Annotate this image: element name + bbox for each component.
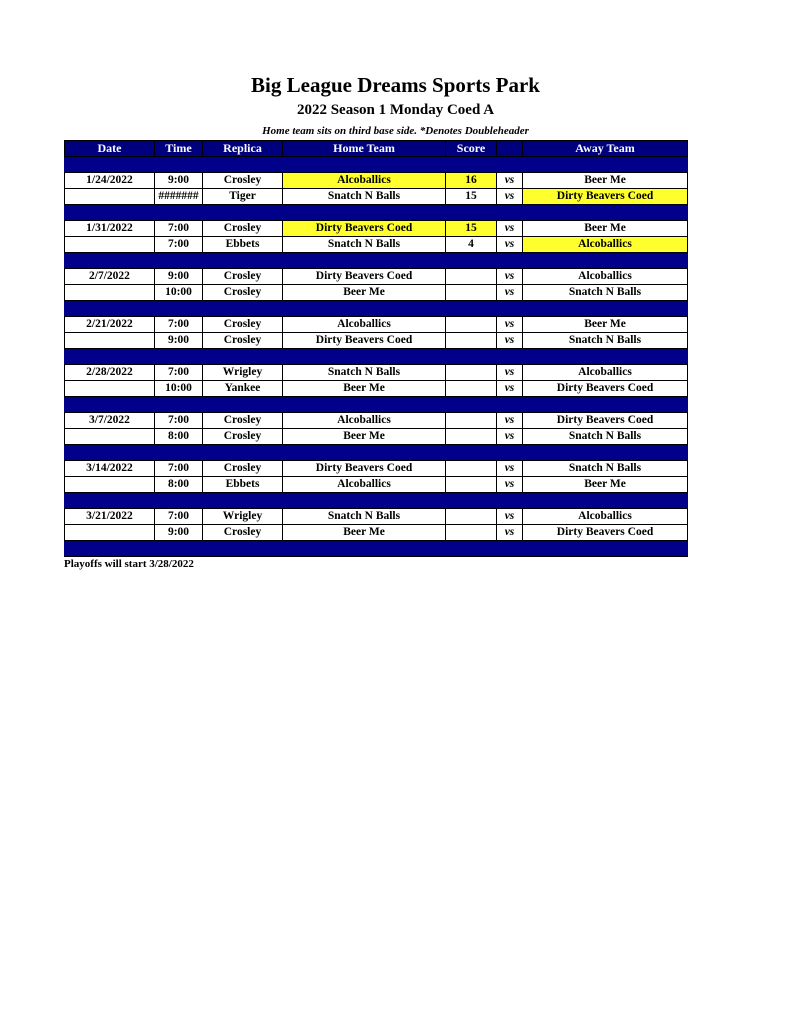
time-cell: 9:00: [155, 269, 203, 285]
away-team-cell: Dirty Beavers Coed: [523, 189, 688, 205]
band-cell: [523, 541, 688, 557]
date-cell: 3/21/2022: [65, 509, 155, 525]
replica-cell: Wrigley: [203, 365, 283, 381]
replica-cell: Tiger: [203, 189, 283, 205]
away-team-cell: Snatch N Balls: [523, 285, 688, 301]
date-cell: 3/7/2022: [65, 413, 155, 429]
band-cell: [65, 541, 155, 557]
band-cell: [283, 253, 446, 269]
band-cell: [497, 157, 523, 173]
band-cell: [523, 301, 688, 317]
band-cell: [203, 493, 283, 509]
time-cell: 8:00: [155, 477, 203, 493]
band-cell: [497, 445, 523, 461]
band-cell: [283, 205, 446, 221]
replica-cell: Ebbets: [203, 237, 283, 253]
date-cell: [65, 333, 155, 349]
band-cell: [203, 253, 283, 269]
home-team-cell: Beer Me: [283, 381, 446, 397]
band-cell: [155, 349, 203, 365]
score-cell: 4: [446, 237, 497, 253]
band-cell: [446, 493, 497, 509]
score-cell: [446, 477, 497, 493]
band-cell: [446, 397, 497, 413]
band-cell: [446, 205, 497, 221]
away-team-cell: Snatch N Balls: [523, 461, 688, 477]
band-cell: [497, 253, 523, 269]
band-cell: [283, 493, 446, 509]
week-separator-band: [65, 445, 688, 461]
vs-cell: vs: [497, 525, 523, 541]
score-cell: [446, 365, 497, 381]
band-cell: [155, 205, 203, 221]
replica-cell: Crosley: [203, 285, 283, 301]
date-cell: 2/7/2022: [65, 269, 155, 285]
time-cell: 9:00: [155, 525, 203, 541]
game-row: [65, 285, 688, 301]
week-separator-band: [65, 301, 688, 317]
band-cell: [497, 397, 523, 413]
band-cell: [65, 445, 155, 461]
time-cell: #######: [155, 189, 203, 205]
vs-cell: vs: [497, 381, 523, 397]
home-team-cell: Snatch N Balls: [283, 365, 446, 381]
band-cell: [203, 157, 283, 173]
vs-cell: vs: [497, 365, 523, 381]
band-cell: [155, 157, 203, 173]
col-vs: [497, 141, 523, 157]
replica-cell: Crosley: [203, 461, 283, 477]
band-cell: [155, 301, 203, 317]
col-away-team: Away Team: [523, 141, 688, 157]
date-cell: 1/24/2022: [65, 173, 155, 189]
time-cell: 10:00: [155, 381, 203, 397]
replica-cell: Crosley: [203, 173, 283, 189]
week-separator-band: [65, 397, 688, 413]
date-cell: [65, 477, 155, 493]
replica-cell: Crosley: [203, 333, 283, 349]
replica-cell: Crosley: [203, 269, 283, 285]
score-cell: [446, 413, 497, 429]
band-cell: [446, 349, 497, 365]
game-row: [65, 381, 688, 397]
home-team-cell: Snatch N Balls: [283, 509, 446, 525]
band-cell: [203, 301, 283, 317]
game-row: [65, 461, 688, 477]
band-cell: [497, 541, 523, 557]
playoffs-note: Playoffs will start 3/28/2022: [64, 558, 194, 570]
header-row: [65, 141, 688, 157]
band-cell: [155, 253, 203, 269]
vs-cell: vs: [497, 461, 523, 477]
band-cell: [497, 493, 523, 509]
score-cell: [446, 509, 497, 525]
col-replica: Replica: [203, 141, 283, 157]
score-cell: [446, 381, 497, 397]
replica-cell: Yankee: [203, 381, 283, 397]
vs-cell: vs: [497, 269, 523, 285]
vs-cell: vs: [497, 333, 523, 349]
band-cell: [283, 541, 446, 557]
home-team-cell: Dirty Beavers Coed: [283, 221, 446, 237]
schedule-body: [65, 157, 688, 557]
band-cell: [497, 301, 523, 317]
away-team-cell: Alcoballics: [523, 365, 688, 381]
vs-cell: vs: [497, 237, 523, 253]
date-cell: 2/21/2022: [65, 317, 155, 333]
away-team-cell: Dirty Beavers Coed: [523, 413, 688, 429]
replica-cell: Crosley: [203, 221, 283, 237]
band-cell: [65, 205, 155, 221]
time-cell: 9:00: [155, 173, 203, 189]
schedule-table: [64, 140, 688, 557]
score-cell: 15: [446, 189, 497, 205]
page-title: Big League Dreams Sports Park: [251, 73, 540, 97]
score-cell: [446, 333, 497, 349]
band-cell: [155, 541, 203, 557]
time-cell: 7:00: [155, 317, 203, 333]
band-cell: [283, 349, 446, 365]
band-cell: [203, 541, 283, 557]
home-team-cell: Beer Me: [283, 285, 446, 301]
band-cell: [523, 397, 688, 413]
replica-cell: Wrigley: [203, 509, 283, 525]
score-cell: [446, 269, 497, 285]
vs-cell: vs: [497, 285, 523, 301]
home-team-cell: Alcoballics: [283, 413, 446, 429]
date-cell: [65, 189, 155, 205]
home-team-cell: Snatch N Balls: [283, 237, 446, 253]
home-team-cell: Dirty Beavers Coed: [283, 461, 446, 477]
time-cell: 7:00: [155, 221, 203, 237]
score-cell: [446, 429, 497, 445]
vs-cell: vs: [497, 173, 523, 189]
game-row: [65, 477, 688, 493]
week-separator-band: [65, 157, 688, 173]
band-cell: [523, 445, 688, 461]
band-cell: [523, 253, 688, 269]
col-home-team: Home Team: [283, 141, 446, 157]
band-cell: [523, 493, 688, 509]
away-team-cell: Beer Me: [523, 317, 688, 333]
replica-cell: Ebbets: [203, 477, 283, 493]
band-cell: [65, 349, 155, 365]
replica-cell: Crosley: [203, 525, 283, 541]
band-cell: [523, 157, 688, 173]
band-cell: [155, 445, 203, 461]
date-cell: [65, 381, 155, 397]
band-cell: [523, 349, 688, 365]
col-date: Date: [65, 141, 155, 157]
score-cell: [446, 317, 497, 333]
col-time: Time: [155, 141, 203, 157]
band-cell: [65, 157, 155, 173]
vs-cell: vs: [497, 477, 523, 493]
band-cell: [203, 205, 283, 221]
vs-cell: vs: [497, 189, 523, 205]
band-cell: [283, 157, 446, 173]
date-cell: 3/14/2022: [65, 461, 155, 477]
game-row: [65, 269, 688, 285]
vs-cell: vs: [497, 429, 523, 445]
game-row: [65, 333, 688, 349]
away-team-cell: Alcoballics: [523, 269, 688, 285]
home-team-cell: Dirty Beavers Coed: [283, 269, 446, 285]
away-team-cell: Beer Me: [523, 173, 688, 189]
date-cell: [65, 525, 155, 541]
date-cell: 1/31/2022: [65, 221, 155, 237]
band-cell: [446, 253, 497, 269]
game-row: [65, 429, 688, 445]
band-cell: [155, 397, 203, 413]
replica-cell: Crosley: [203, 413, 283, 429]
time-cell: 8:00: [155, 429, 203, 445]
away-team-cell: Beer Me: [523, 221, 688, 237]
col-score: Score: [446, 141, 497, 157]
time-cell: 9:00: [155, 333, 203, 349]
score-cell: [446, 461, 497, 477]
away-team-cell: Dirty Beavers Coed: [523, 381, 688, 397]
vs-cell: vs: [497, 413, 523, 429]
week-separator-band: [65, 349, 688, 365]
time-cell: 7:00: [155, 509, 203, 525]
score-cell: [446, 525, 497, 541]
game-row: [65, 365, 688, 381]
week-separator-band: [65, 205, 688, 221]
band-cell: [523, 205, 688, 221]
band-cell: [497, 349, 523, 365]
game-row: [65, 221, 688, 237]
band-cell: [283, 301, 446, 317]
home-team-cell: Beer Me: [283, 429, 446, 445]
away-team-cell: Snatch N Balls: [523, 429, 688, 445]
vs-cell: vs: [497, 317, 523, 333]
time-cell: 7:00: [155, 365, 203, 381]
band-cell: [65, 301, 155, 317]
week-separator-band: [65, 493, 688, 509]
band-cell: [203, 445, 283, 461]
band-cell: [65, 397, 155, 413]
score-cell: 16: [446, 173, 497, 189]
band-cell: [283, 397, 446, 413]
score-cell: 15: [446, 221, 497, 237]
band-cell: [446, 445, 497, 461]
band-cell: [203, 397, 283, 413]
game-row: [65, 525, 688, 541]
band-cell: [446, 541, 497, 557]
home-team-cell: Alcoballics: [283, 477, 446, 493]
band-cell: [155, 493, 203, 509]
date-cell: [65, 237, 155, 253]
band-cell: [203, 349, 283, 365]
vs-cell: vs: [497, 509, 523, 525]
time-cell: 10:00: [155, 285, 203, 301]
time-cell: 7:00: [155, 413, 203, 429]
away-team-cell: Alcoballics: [523, 509, 688, 525]
band-cell: [497, 205, 523, 221]
game-row: [65, 237, 688, 253]
date-cell: [65, 429, 155, 445]
home-team-cell: Dirty Beavers Coed: [283, 333, 446, 349]
doubleheader-note: Home team sits on third base side. *Denotes Doubleheader: [262, 125, 529, 137]
away-team-cell: Snatch N Balls: [523, 333, 688, 349]
replica-cell: Crosley: [203, 317, 283, 333]
week-separator-band: [65, 253, 688, 269]
page-subtitle: 2022 Season 1 Monday Coed A: [296, 102, 495, 118]
date-cell: 2/28/2022: [65, 365, 155, 381]
game-row: [65, 509, 688, 525]
replica-cell: Crosley: [203, 429, 283, 445]
game-row: [65, 173, 688, 189]
away-team-cell: Dirty Beavers Coed: [523, 525, 688, 541]
home-team-cell: Alcoballics: [283, 173, 446, 189]
band-cell: [65, 253, 155, 269]
away-team-cell: Alcoballics: [523, 237, 688, 253]
band-cell: [283, 445, 446, 461]
home-team-cell: Beer Me: [283, 525, 446, 541]
game-row: [65, 413, 688, 429]
week-separator-band: [65, 541, 688, 557]
home-team-cell: Alcoballics: [283, 317, 446, 333]
game-row: [65, 189, 688, 205]
band-cell: [65, 493, 155, 509]
date-cell: [65, 285, 155, 301]
home-team-cell: Snatch N Balls: [283, 189, 446, 205]
band-cell: [446, 157, 497, 173]
vs-cell: vs: [497, 221, 523, 237]
game-row: [65, 317, 688, 333]
band-cell: [446, 301, 497, 317]
time-cell: 7:00: [155, 461, 203, 477]
away-team-cell: Beer Me: [523, 477, 688, 493]
score-cell: [446, 285, 497, 301]
time-cell: 7:00: [155, 237, 203, 253]
